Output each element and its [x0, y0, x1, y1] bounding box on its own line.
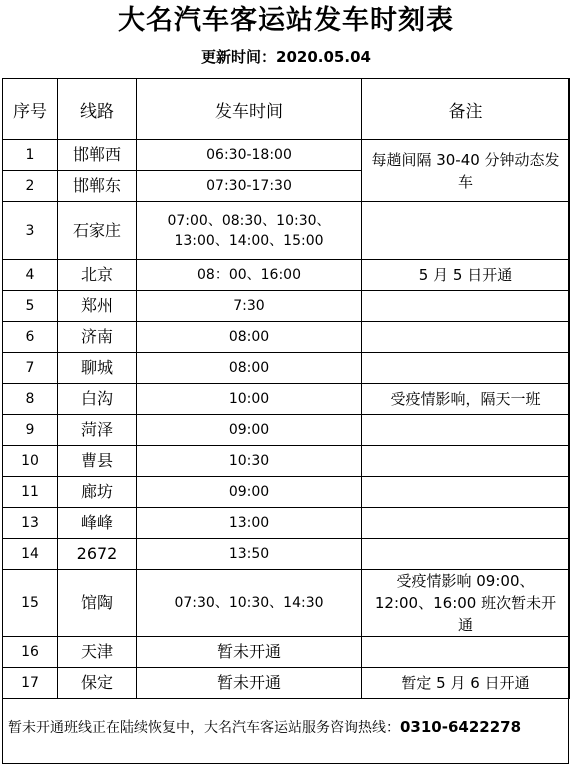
- update-time: 更新时间：2020.05.04: [201, 48, 371, 66]
- footer-text: 暂未开通班线正在陆续恢复中，大名汽车客运站服务咨询热线：: [8, 720, 400, 736]
- row-note: 5 月 5 日开通: [362, 260, 570, 291]
- table-row: [3, 446, 570, 477]
- row-seq: 5: [3, 291, 58, 322]
- row-seq: 16: [3, 637, 58, 668]
- row-time: 7:30: [137, 291, 362, 322]
- row-time: 13:00: [137, 508, 362, 539]
- row-time: 08:00: [137, 322, 362, 353]
- row-route: 白沟: [58, 384, 137, 415]
- table-row: [3, 202, 570, 260]
- table-row: [3, 384, 570, 415]
- row-route: 保定: [58, 668, 137, 699]
- row-route: 峰峰: [58, 508, 137, 539]
- table-row: [3, 260, 570, 291]
- row-note: [362, 539, 570, 570]
- row-time: 10:30: [137, 446, 362, 477]
- row-route: 2672: [58, 539, 137, 570]
- row-time: 08：00、16:00: [137, 260, 362, 291]
- table-row: [3, 637, 570, 668]
- row-time: 10:00: [137, 384, 362, 415]
- table-row: [3, 508, 570, 539]
- row-route: 北京: [58, 260, 137, 291]
- footer-notice: [2, 690, 569, 764]
- hotline-number: 0310-6422278: [400, 718, 522, 736]
- table-row: [3, 140, 570, 171]
- table-row: [3, 539, 570, 570]
- row-route: 石家庄: [58, 202, 137, 260]
- row-note: 暂定 5 月 6 日开通: [362, 668, 570, 699]
- row-time: 07:00、08:30、10:30、13:00、14:00、15:00: [137, 202, 362, 260]
- row-time: 13:50: [137, 539, 362, 570]
- row-seq: 6: [3, 322, 58, 353]
- header-route: 线路: [58, 79, 137, 140]
- row-seq: 17: [3, 668, 58, 699]
- row-note: [362, 291, 570, 322]
- row-seq: 3: [3, 202, 58, 260]
- row-seq: 11: [3, 477, 58, 508]
- row-route: 菏泽: [58, 415, 137, 446]
- row-seq: 2: [3, 171, 58, 202]
- row-note: [362, 202, 570, 260]
- table-row: [3, 477, 570, 508]
- table-row: [3, 322, 570, 353]
- row-seq: 13: [3, 508, 58, 539]
- schedule-table: [2, 78, 570, 699]
- header-time: 发车时间: [137, 79, 362, 140]
- row-note: [362, 353, 570, 384]
- page-title: 大名汽车客运站发车时刻表: [118, 5, 454, 36]
- row-seq: 8: [3, 384, 58, 415]
- row-note: 受疫情影响，隔天一班: [362, 384, 570, 415]
- row-seq: 15: [3, 570, 58, 637]
- row-note: [362, 446, 570, 477]
- row-note: [362, 322, 570, 353]
- row-seq: 7: [3, 353, 58, 384]
- row-time: 暂未开通: [137, 637, 362, 668]
- row-note: [362, 415, 570, 446]
- row-time: 09:00: [137, 415, 362, 446]
- row-route: 天津: [58, 637, 137, 668]
- table-row: [3, 353, 570, 384]
- row-note: [362, 477, 570, 508]
- row-time: 08:00: [137, 353, 362, 384]
- header-seq: 序号: [3, 79, 58, 140]
- row-route: 济南: [58, 322, 137, 353]
- row-note: [362, 508, 570, 539]
- row-route: 聊城: [58, 353, 137, 384]
- row-route: 邯郸东: [58, 171, 137, 202]
- row-route: 馆陶: [58, 570, 137, 637]
- header-note: 备注: [362, 79, 570, 140]
- row-note: [362, 637, 570, 668]
- row-note-merged: 每趟间隔 30-40 分钟动态发车: [362, 140, 570, 202]
- row-note: 受疫情影响 09:00、12:00、16:00 班次暂未开通: [362, 570, 570, 637]
- table-row: [3, 570, 570, 637]
- row-route: 廊坊: [58, 477, 137, 508]
- row-seq: 4: [3, 260, 58, 291]
- row-time: 06:30-18:00: [137, 140, 362, 171]
- row-seq: 9: [3, 415, 58, 446]
- table-row: [3, 291, 570, 322]
- row-route: 邯郸西: [58, 140, 137, 171]
- row-time: 暂未开通: [137, 668, 362, 699]
- row-time: 07:30、10:30、14:30: [137, 570, 362, 637]
- row-route: 曹县: [58, 446, 137, 477]
- row-seq: 1: [3, 140, 58, 171]
- table-row: [3, 415, 570, 446]
- row-time: 09:00: [137, 477, 362, 508]
- row-time: 07:30-17:30: [137, 171, 362, 202]
- row-seq: 14: [3, 539, 58, 570]
- row-seq: 10: [3, 446, 58, 477]
- row-route: 郑州: [58, 291, 137, 322]
- table-header-row: [3, 79, 570, 140]
